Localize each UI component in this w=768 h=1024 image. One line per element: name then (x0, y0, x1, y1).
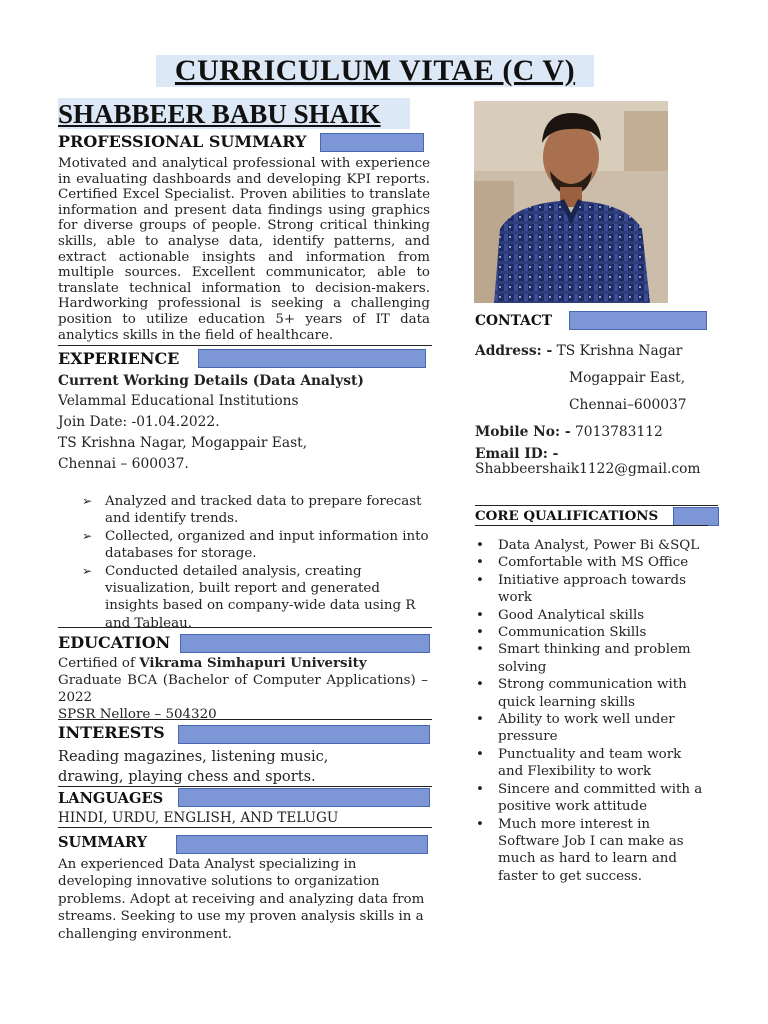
divider (475, 505, 718, 506)
university-name: Vikrama Simhapuri University (139, 655, 367, 671)
summary-text: An experienced Data Analyst specializing in developing innovative solutions to organization problems. Adopt at receiving and analyzing data from streams. Seeking to use my proven analysis skills in a challenging environment. (58, 857, 425, 942)
education-details (58, 655, 428, 723)
contact-address: Address: - TS Krishna Nagar (475, 343, 683, 359)
core-qualifications-list (474, 537, 710, 885)
heading-bar (178, 788, 430, 807)
experience-address-line: Chennai – 600037. (58, 456, 189, 472)
list-item: • Smart thinking and problem solving (474, 641, 710, 676)
contact-address-line: Chennai–600037 (569, 397, 687, 413)
list-item: ➢ Collected, organized and input information into databases for storage. (82, 528, 429, 562)
arrow-bullet-icon: ➢ (82, 563, 93, 578)
education-location: SPSR Nellore – 504320 (58, 707, 217, 722)
list-item: ➢ Conducted detailed analysis, creating visualization, built report and generated insights based on company-wide data using R and Tableau. (82, 563, 416, 631)
document-title: CURRICULUM VITAE (C V) (156, 55, 594, 87)
divider (475, 525, 708, 526)
experience-details (58, 371, 438, 475)
experience-bullets (82, 493, 430, 632)
arrow-bullet-icon: ➢ (82, 528, 93, 543)
person-photo-icon (474, 101, 668, 303)
list-item: • Communication Skills (474, 624, 710, 641)
interests-text: Reading magazines, listening music, drawing, playing chess and sports. (58, 748, 329, 785)
contact-details (475, 338, 755, 446)
profile-photo (474, 101, 668, 303)
list-item: • Data Analyst, Power Bi &SQL (474, 537, 710, 554)
mobile-label: Mobile No: - (475, 424, 571, 440)
list-item: ➢ Analyzed and tracked data to prepare forecast and identify trends. (82, 494, 422, 527)
heading-bar (569, 311, 707, 330)
education-heading: EDUCATION (58, 633, 171, 652)
arrow-bullet-icon: ➢ (82, 494, 93, 508)
experience-address-line: TS Krishna Nagar, Mogappair East, (58, 435, 308, 451)
experience-heading: EXPERIENCE (58, 349, 180, 368)
professional-summary-heading: PROFESSIONAL SUMMARY (58, 132, 307, 151)
list-item: • Sincere and committed with a positive work attitude (474, 781, 710, 816)
heading-bar (180, 634, 430, 653)
list-item: • Good Analytical skills (474, 607, 710, 624)
summary-heading: SUMMARY (58, 834, 147, 851)
list-item: • Ability to work well under pressure (474, 711, 710, 746)
languages-text: HINDI, URDU, ENGLISH, AND TELUGU (58, 810, 339, 826)
heading-bar (176, 835, 428, 854)
list-item: • Much more interest in Software Job I can make as much as hard to learn and faster to get success. (474, 816, 710, 886)
list-item: • Initiative approach towards work (474, 572, 710, 607)
professional-summary-text: Motivated and analytical professional with experience in evaluating dashboards and developing KPI reports. Certified Excel Specialist. Proven abilities to translate information and present data findings using graphics for diverse groups of people. Strong critical thinking skills, able to analyse data, identify patterns, and extract actionable insights and information from multiple sources. Excellent communicator, able to translate technical information to decision-makers. Hardworking professional is seeking a challenging position to utilize education 5+ years of IT data analytics skills in the field of healthcare. (58, 156, 430, 343)
education-line: Certified of Vikrama Simhapuri University (58, 655, 367, 671)
address-label: Address: - (475, 343, 553, 359)
languages-heading: LANGUAGES (58, 790, 164, 807)
heading-bar (673, 507, 719, 526)
experience-company: Velammal Educational Institutions (58, 393, 299, 409)
email-link[interactable]: Shabbeershaik1122@gmail.com (475, 461, 701, 477)
experience-join-date: Join Date: -01.04.2022. (58, 414, 220, 430)
contact-address-line: Mogappair East, (569, 370, 686, 386)
divider (58, 827, 432, 828)
contact-mobile: Mobile No: - 7013783112 (475, 424, 663, 440)
contact-heading: CONTACT (475, 313, 553, 329)
core-qualifications-heading: CORE QUALIFICATIONS (475, 508, 659, 524)
list-item: • Comfortable with MS Office (474, 554, 710, 571)
heading-bar (198, 349, 426, 368)
email-label: Email ID: - (475, 446, 559, 462)
list-item: • Strong communication with quick learning skills (474, 676, 710, 711)
divider (58, 627, 432, 628)
list-item: • Punctuality and team work and Flexibility to work (474, 746, 710, 781)
divider (58, 345, 432, 346)
divider (58, 786, 432, 787)
candidate-name: SHABBEER BABU SHAIK (58, 99, 381, 129)
experience-role: Current Working Details (Data Analyst) (58, 373, 364, 389)
divider (58, 719, 432, 720)
heading-bar (178, 725, 430, 744)
interests-heading: INTERESTS (58, 723, 165, 742)
education-degree: Graduate BCA (Bachelor of Computer Applications) – 2022 (58, 673, 428, 705)
heading-bar (320, 133, 424, 152)
